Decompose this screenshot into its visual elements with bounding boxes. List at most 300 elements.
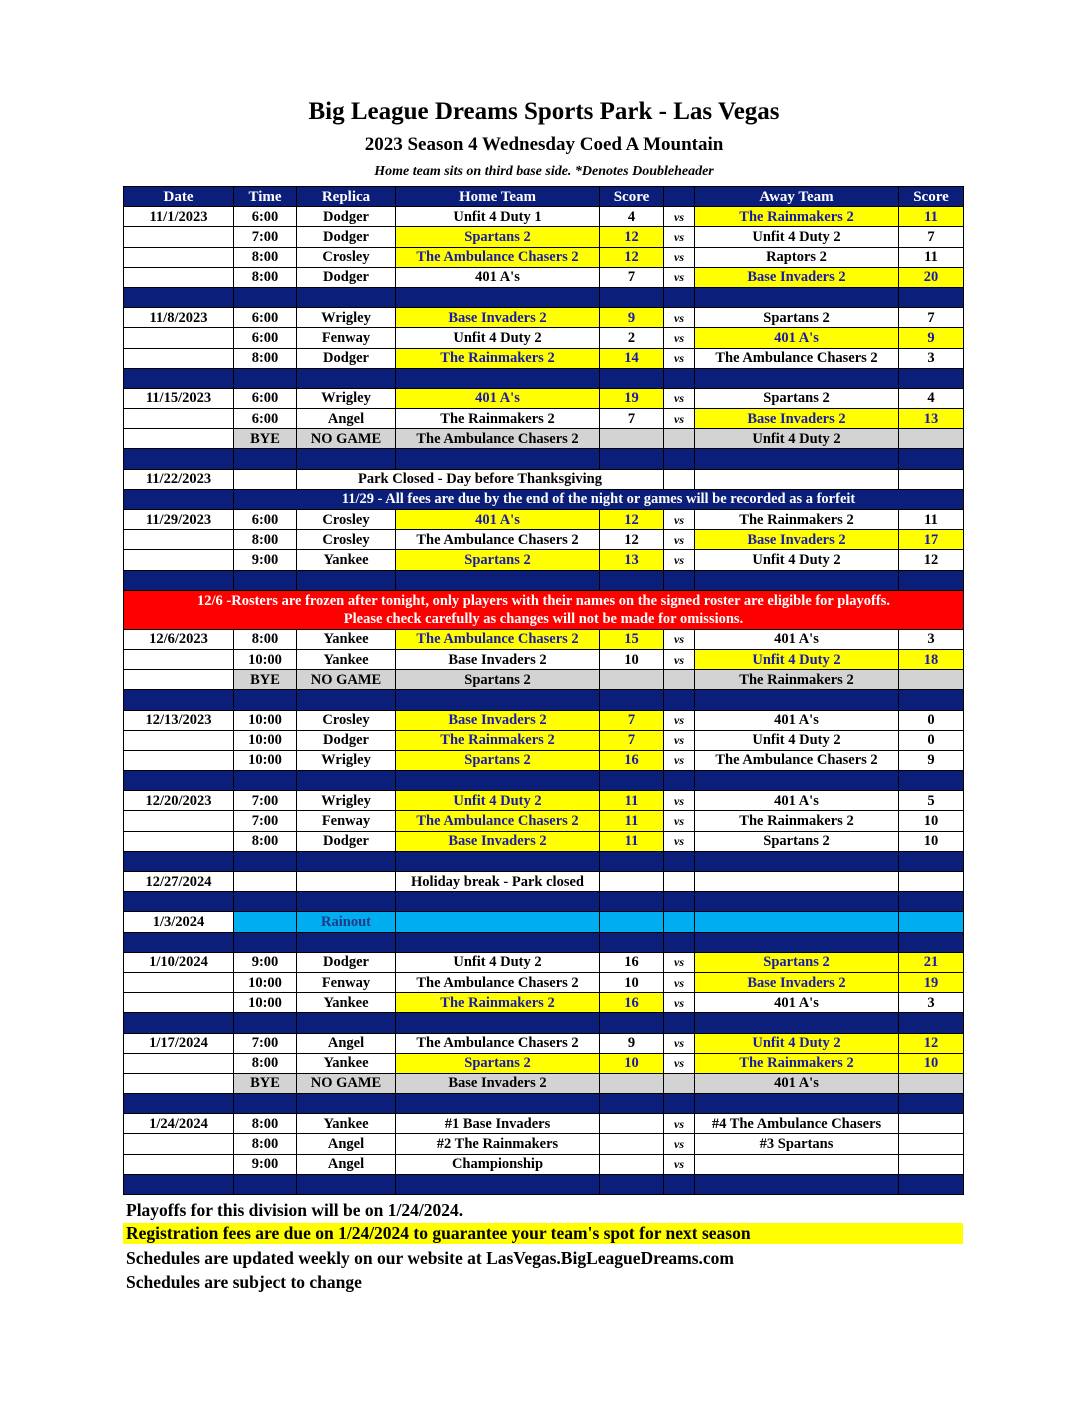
away-team: The Rainmakers 2 — [695, 207, 899, 227]
game-date — [124, 227, 234, 247]
separator-cell — [124, 368, 234, 388]
separator-cell — [396, 1094, 600, 1114]
away-score: 0 — [899, 730, 964, 750]
game-row — [124, 550, 964, 570]
separator-cell — [600, 932, 664, 952]
game-date — [124, 811, 234, 831]
separator-cell — [234, 932, 297, 952]
separator-cell — [664, 892, 695, 912]
separator-row — [124, 1174, 964, 1194]
separator-cell — [396, 690, 600, 710]
game-date — [124, 730, 234, 750]
game-field: Crosley — [297, 530, 396, 550]
separator-cell — [664, 1174, 695, 1194]
home-score: 10 — [600, 1053, 664, 1073]
game-date: 12/27/2024 — [124, 872, 234, 892]
vs-label: vs — [664, 328, 695, 348]
away-team: #3 Spartans — [695, 1134, 899, 1154]
home-team: Spartans 2 — [396, 750, 600, 770]
park-closed-row — [124, 469, 964, 489]
away-team: Unfit 4 Duty 2 — [695, 550, 899, 570]
col-vs — [664, 187, 695, 207]
bye-row — [124, 1073, 964, 1093]
game-date — [124, 1134, 234, 1154]
game-time: 6:00 — [234, 207, 297, 227]
col-replica: Replica — [297, 187, 396, 207]
game-field: Yankee — [297, 1114, 396, 1134]
game-date: 11/22/2023 — [124, 469, 234, 489]
separator-cell — [297, 1013, 396, 1033]
game-row — [124, 972, 964, 992]
separator-cell — [664, 690, 695, 710]
home-team: Spartans 2 — [396, 227, 600, 247]
separator-row — [124, 932, 964, 952]
separator-cell — [664, 851, 695, 871]
game-time: 9:00 — [234, 1154, 297, 1174]
game-date — [124, 409, 234, 429]
home-score: 7 — [600, 710, 664, 730]
home-team: Unfit 4 Duty 2 — [396, 952, 600, 972]
game-date: 11/1/2023 — [124, 207, 234, 227]
separator-cell — [396, 1174, 600, 1194]
separator-cell — [664, 570, 695, 590]
game-date — [124, 267, 234, 287]
home-team: The Rainmakers 2 — [396, 993, 600, 1013]
game-row — [124, 530, 964, 550]
game-time: 8:00 — [234, 247, 297, 267]
game-time: 6:00 — [234, 409, 297, 429]
vs-label: vs — [664, 629, 695, 649]
separator-row — [124, 771, 964, 791]
away-team: 401 A's — [695, 993, 899, 1013]
game-time: 6:00 — [234, 308, 297, 328]
separator-cell — [297, 932, 396, 952]
bye-label: BYE — [234, 429, 297, 449]
vs-label: vs — [664, 811, 695, 831]
separator-cell — [899, 690, 964, 710]
game-field: Fenway — [297, 328, 396, 348]
game-date: 11/8/2023 — [124, 308, 234, 328]
game-row — [124, 1154, 964, 1174]
empty-cell — [600, 1073, 664, 1093]
away-team: Spartans 2 — [695, 308, 899, 328]
separator-cell — [899, 368, 964, 388]
vs-label: vs — [664, 267, 695, 287]
empty-cell — [600, 670, 664, 690]
vs-label: vs — [664, 207, 695, 227]
game-field: Dodger — [297, 348, 396, 368]
separator-cell — [600, 1013, 664, 1033]
game-field: Wrigley — [297, 388, 396, 408]
game-row — [124, 267, 964, 287]
vs-label: vs — [664, 710, 695, 730]
separator-cell — [695, 449, 899, 469]
vs-label: vs — [664, 308, 695, 328]
separator-cell — [695, 1094, 899, 1114]
game-field: Crosley — [297, 510, 396, 530]
game-row — [124, 730, 964, 750]
home-score: 12 — [600, 227, 664, 247]
separator-cell — [664, 368, 695, 388]
game-field: Dodger — [297, 227, 396, 247]
away-team: 401 A's — [695, 629, 899, 649]
game-row — [124, 207, 964, 227]
schedule-table — [123, 186, 964, 1195]
separator-cell — [124, 1174, 234, 1194]
home-score: 16 — [600, 993, 664, 1013]
separator-cell — [124, 771, 234, 791]
empty-cell — [899, 429, 964, 449]
away-team: 401 A's — [695, 710, 899, 730]
game-row — [124, 1033, 964, 1053]
home-score: 16 — [600, 952, 664, 972]
bye-home-team: Base Invaders 2 — [396, 1073, 600, 1093]
empty-cell — [297, 872, 396, 892]
separator-cell — [695, 892, 899, 912]
separator-cell — [899, 932, 964, 952]
separator-cell — [695, 690, 899, 710]
away-team: Base Invaders 2 — [695, 267, 899, 287]
home-score: 12 — [600, 247, 664, 267]
separator-cell — [234, 851, 297, 871]
vs-label: vs — [664, 1053, 695, 1073]
vs-label: vs — [664, 409, 695, 429]
game-row — [124, 1134, 964, 1154]
separator-cell — [695, 287, 899, 307]
separator-cell — [899, 449, 964, 469]
game-time: 10:00 — [234, 730, 297, 750]
game-time: 6:00 — [234, 388, 297, 408]
separator-cell — [899, 287, 964, 307]
game-row — [124, 409, 964, 429]
away-team: Base Invaders 2 — [695, 972, 899, 992]
header-note: Home team sits on third base side. *Denotes Doubleheader — [374, 164, 714, 179]
game-date: 1/10/2024 — [124, 952, 234, 972]
separator-cell — [297, 287, 396, 307]
away-team: #4 The Ambulance Chasers — [695, 1114, 899, 1134]
separator-cell — [124, 449, 234, 469]
home-team: 401 A's — [396, 388, 600, 408]
separator-cell — [396, 449, 600, 469]
separator-cell — [124, 690, 234, 710]
rainout-row — [124, 912, 964, 932]
away-team: The Ambulance Chasers 2 — [695, 750, 899, 770]
separator-cell — [695, 851, 899, 871]
game-date: 1/24/2024 — [124, 1114, 234, 1134]
bye-label: BYE — [234, 1073, 297, 1093]
away-score: 3 — [899, 629, 964, 649]
away-team: 401 A's — [695, 791, 899, 811]
game-time: 8:00 — [234, 1134, 297, 1154]
game-row — [124, 993, 964, 1013]
empty-cell — [899, 1073, 964, 1093]
separator-row — [124, 690, 964, 710]
away-score: 9 — [899, 750, 964, 770]
vs-label: vs — [664, 993, 695, 1013]
separator-cell — [899, 1174, 964, 1194]
game-date — [124, 1073, 234, 1093]
separator-cell — [297, 690, 396, 710]
game-row — [124, 952, 964, 972]
bye-label: BYE — [234, 670, 297, 690]
vs-label: vs — [664, 550, 695, 570]
game-time: 7:00 — [234, 227, 297, 247]
home-team: The Ambulance Chasers 2 — [396, 247, 600, 267]
separator-cell — [234, 570, 297, 590]
game-date: 1/17/2024 — [124, 1033, 234, 1053]
home-team: The Rainmakers 2 — [396, 730, 600, 750]
separator-cell — [234, 287, 297, 307]
bye-home-team: Spartans 2 — [396, 670, 600, 690]
home-team: The Rainmakers 2 — [396, 409, 600, 429]
separator-cell — [695, 570, 899, 590]
home-score: 7 — [600, 730, 664, 750]
away-team: Spartans 2 — [695, 831, 899, 851]
footer-registration: Registration fees are due on 1/24/2024 to guarantee your team's spot for next season — [123, 1223, 963, 1244]
vs-label: vs — [664, 649, 695, 669]
separator-cell — [124, 1094, 234, 1114]
col-home-score: Score — [600, 187, 664, 207]
game-field: Fenway — [297, 811, 396, 831]
away-team: The Rainmakers 2 — [695, 811, 899, 831]
away-team — [695, 1154, 899, 1174]
game-date — [124, 348, 234, 368]
away-score: 20 — [899, 267, 964, 287]
game-field: Yankee — [297, 629, 396, 649]
home-team: Spartans 2 — [396, 550, 600, 570]
bye-row — [124, 429, 964, 449]
game-time: 10:00 — [234, 750, 297, 770]
game-date: 12/20/2023 — [124, 791, 234, 811]
away-team: The Ambulance Chasers 2 — [695, 348, 899, 368]
separator-cell — [297, 851, 396, 871]
empty-cell — [600, 429, 664, 449]
home-score — [600, 1134, 664, 1154]
separator-cell — [899, 851, 964, 871]
away-score: 19 — [899, 972, 964, 992]
separator-cell — [664, 449, 695, 469]
game-date: 11/15/2023 — [124, 388, 234, 408]
separator-cell — [234, 1013, 297, 1033]
away-team: The Rainmakers 2 — [695, 510, 899, 530]
game-field: Yankee — [297, 649, 396, 669]
vs-label: vs — [664, 1114, 695, 1134]
game-field: Angel — [297, 1033, 396, 1053]
fees-note: 11/29 - All fees are due by the end of the night or games will be recorded as a forfeit — [234, 489, 964, 509]
game-row — [124, 831, 964, 851]
bye-row — [124, 670, 964, 690]
empty-cell — [234, 469, 297, 489]
game-field: Crosley — [297, 710, 396, 730]
away-score: 3 — [899, 993, 964, 1013]
holiday-row — [124, 872, 964, 892]
game-field: Dodger — [297, 952, 396, 972]
game-row — [124, 811, 964, 831]
game-field: Crosley — [297, 247, 396, 267]
game-field: Angel — [297, 409, 396, 429]
empty-cell — [695, 872, 899, 892]
away-score: 21 — [899, 952, 964, 972]
separator-cell — [899, 771, 964, 791]
game-row — [124, 1053, 964, 1073]
park-closed-note: Park Closed - Day before Thanksgiving — [297, 469, 664, 489]
home-team: Base Invaders 2 — [396, 831, 600, 851]
game-time: 10:00 — [234, 710, 297, 730]
footer-change: Schedules are subject to change — [126, 1272, 362, 1292]
game-date: 12/6/2023 — [124, 629, 234, 649]
game-row — [124, 710, 964, 730]
vs-label: vs — [664, 530, 695, 550]
separator-cell — [396, 851, 600, 871]
game-time: 8:00 — [234, 530, 297, 550]
empty-cell — [695, 469, 899, 489]
home-score: 9 — [600, 1033, 664, 1053]
home-score: 11 — [600, 791, 664, 811]
schedule-body — [124, 207, 964, 1195]
away-score: 0 — [899, 710, 964, 730]
home-team: 401 A's — [396, 510, 600, 530]
separator-cell — [297, 368, 396, 388]
separator-cell — [297, 570, 396, 590]
home-score: 16 — [600, 750, 664, 770]
game-field: Yankee — [297, 1053, 396, 1073]
footer-playoffs: Playoffs for this division will be on 1/24/2024. — [126, 1200, 464, 1220]
away-score: 10 — [899, 811, 964, 831]
home-score: 11 — [600, 831, 664, 851]
home-score: 12 — [600, 530, 664, 550]
vs-label: vs — [664, 730, 695, 750]
separator-cell — [600, 1174, 664, 1194]
home-team: The Ambulance Chasers 2 — [396, 1033, 600, 1053]
separator-cell — [234, 771, 297, 791]
separator-cell — [600, 570, 664, 590]
game-field: Angel — [297, 1134, 396, 1154]
game-time: 6:00 — [234, 510, 297, 530]
game-date — [124, 750, 234, 770]
separator-cell — [695, 368, 899, 388]
game-row — [124, 750, 964, 770]
game-time: 9:00 — [234, 952, 297, 972]
home-score — [600, 1114, 664, 1134]
away-score: 12 — [899, 550, 964, 570]
separator-cell — [234, 1094, 297, 1114]
home-score: 4 — [600, 207, 664, 227]
game-time: 7:00 — [234, 1033, 297, 1053]
game-date — [124, 670, 234, 690]
game-row — [124, 791, 964, 811]
separator-cell — [600, 771, 664, 791]
separator-cell — [297, 1174, 396, 1194]
separator-cell — [396, 570, 600, 590]
away-score — [899, 1114, 964, 1134]
empty-cell — [396, 912, 600, 932]
separator-cell — [600, 449, 664, 469]
vs-label: vs — [664, 831, 695, 851]
game-field: Dodger — [297, 207, 396, 227]
bye-home-team: The Ambulance Chasers 2 — [396, 429, 600, 449]
separator-cell — [600, 690, 664, 710]
separator-cell — [695, 932, 899, 952]
home-score: 15 — [600, 629, 664, 649]
separator-row — [124, 1013, 964, 1033]
separator-cell — [600, 368, 664, 388]
home-team: #2 The Rainmakers — [396, 1134, 600, 1154]
separator-cell — [396, 892, 600, 912]
col-away-team: Away Team — [695, 187, 899, 207]
separator-cell — [600, 287, 664, 307]
header-row — [124, 187, 964, 207]
game-time: 7:00 — [234, 791, 297, 811]
col-date: Date — [124, 187, 234, 207]
empty-cell — [664, 429, 695, 449]
separator-row — [124, 892, 964, 912]
home-team: The Ambulance Chasers 2 — [396, 530, 600, 550]
empty-cell — [695, 912, 899, 932]
empty-cell — [664, 872, 695, 892]
game-time: 10:00 — [234, 649, 297, 669]
home-team: Base Invaders 2 — [396, 649, 600, 669]
game-date — [124, 247, 234, 267]
home-score: 7 — [600, 409, 664, 429]
game-row — [124, 649, 964, 669]
game-field: Yankee — [297, 550, 396, 570]
away-score: 7 — [899, 227, 964, 247]
roster-warning-line: Please check carefully as changes will not be made for omissions. — [343, 610, 744, 627]
no-game-label: NO GAME — [297, 670, 396, 690]
separator-cell — [234, 449, 297, 469]
home-team: #1 Base Invaders — [396, 1114, 600, 1134]
home-score: 10 — [600, 649, 664, 669]
away-score: 11 — [899, 207, 964, 227]
home-score: 7 — [600, 267, 664, 287]
page-title: Big League Dreams Sports Park - Las Vegas — [308, 98, 780, 125]
game-row — [124, 348, 964, 368]
away-score — [899, 1134, 964, 1154]
separator-cell — [664, 287, 695, 307]
game-time: 8:00 — [234, 1114, 297, 1134]
away-team: Unfit 4 Duty 2 — [695, 1033, 899, 1053]
separator-cell — [234, 892, 297, 912]
separator-cell — [234, 690, 297, 710]
home-score: 14 — [600, 348, 664, 368]
vs-label: vs — [664, 227, 695, 247]
separator-row — [124, 851, 964, 871]
home-team: The Ambulance Chasers 2 — [396, 972, 600, 992]
game-time: 8:00 — [234, 629, 297, 649]
empty-cell — [600, 872, 664, 892]
vs-label: vs — [664, 1154, 695, 1174]
home-team: Base Invaders 2 — [396, 710, 600, 730]
game-date — [124, 328, 234, 348]
home-team: Unfit 4 Duty 2 — [396, 791, 600, 811]
separator-cell — [396, 932, 600, 952]
separator-row — [124, 368, 964, 388]
empty-cell — [899, 469, 964, 489]
fees-note-row — [124, 489, 964, 509]
away-score: 4 — [899, 388, 964, 408]
game-date — [124, 993, 234, 1013]
separator-cell — [899, 570, 964, 590]
home-team: Spartans 2 — [396, 1053, 600, 1073]
home-team: Unfit 4 Duty 2 — [396, 328, 600, 348]
empty-cell — [664, 469, 695, 489]
separator-cell — [600, 851, 664, 871]
empty-cell — [664, 1073, 695, 1093]
separator-cell — [297, 892, 396, 912]
game-time: 10:00 — [234, 993, 297, 1013]
separator-cell — [899, 892, 964, 912]
no-game-label: NO GAME — [297, 429, 396, 449]
